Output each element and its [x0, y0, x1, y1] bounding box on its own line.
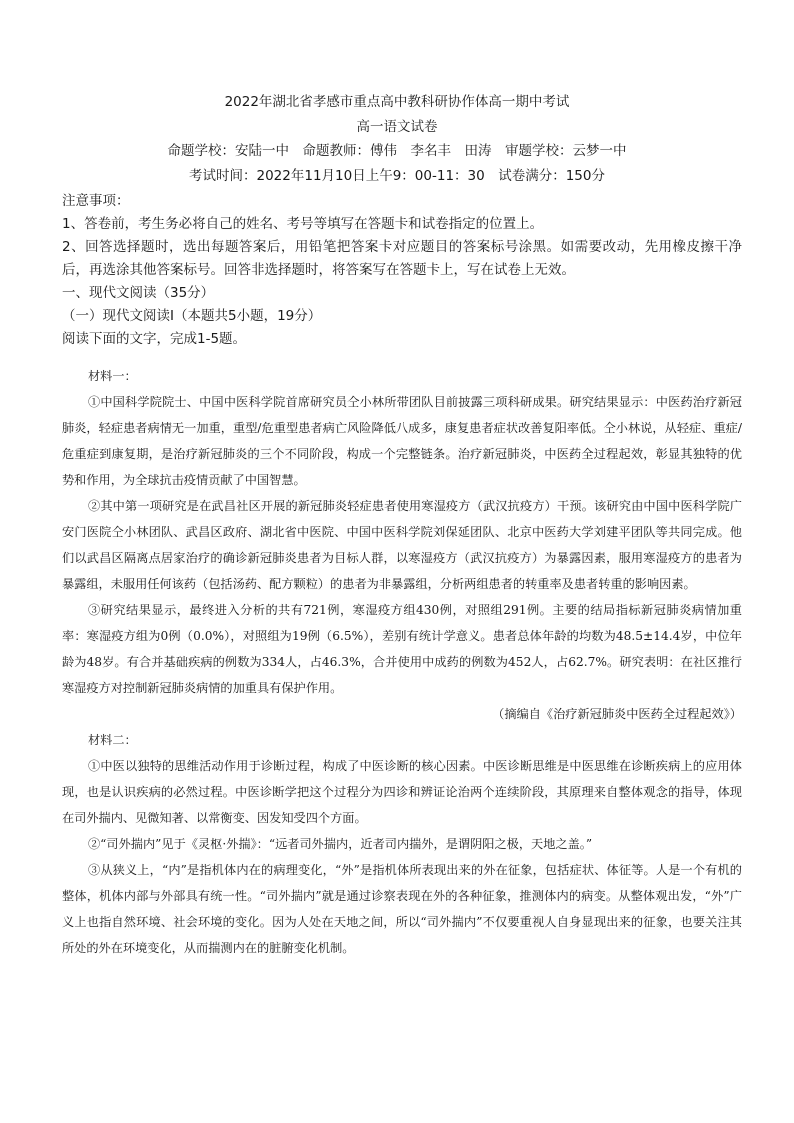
- material-2-label: 材料二：: [88, 733, 137, 747]
- material-2-paragraph-2: ②“司外揣内”见于《灵枢·外揣》：“远者司外揣内，近者司内揣外，是谓阴阳之极，天地之盖。”: [88, 837, 593, 851]
- notes-item-2: 2、回答选择题时，选出每题答案后，用铅笔把答案卡对应题目的答案标号涂黑。如需要改动，先用橡皮擦干净后，再选涂其他答案标号。回答非选择题时，将答案写在答题卡上，写在试卷上无效。: [62, 239, 742, 278]
- exam-info: 考试时间：2022年11月10日上午9：00-11：30 试卷满分：150分: [189, 168, 605, 184]
- material-2-paragraph-1: ①中医以独特的思维活动作用于诊断过程，构成了中医诊断的核心因素。中医诊断思维是中医思维在诊断疾病上的应用体现，也是认识疾病的必然过程。中医诊断学把这个过程分为四诊和辨证论治两个连续阶段，其原理来自整体观念的指导，体现在司外揣内、见微知著、以常衡变、因发知受四个方面。: [62, 759, 742, 825]
- material-1-paragraph-3: ③研究结果显示，最终进入分析的共有721例，寒湿疫方组430例，对照组291例。主要的结局指标新冠肺炎病情加重率：寒湿疫方组为0例（0.0%），对照组为19例（6.5%），差别有统计学意义。患者总体年龄的均数为48.5±14.4岁，中位年龄为48岁。有合并基础疾病的例数为334人，占46.3%，合并使用中成药的例数为452人，占62.7%。研究表明：在社区推行寒湿疫方对控制新冠肺炎病情的加重具有保护作用。: [62, 603, 742, 695]
- exam-authors: 命题学校：安陆一中 命题教师：傅伟 李名丰 田涛 审题学校：云梦一中: [167, 143, 627, 159]
- notes-heading: 注意事项：: [62, 193, 130, 209]
- section-instruction: 阅读下面的文字，完成1-5题。: [62, 331, 247, 347]
- section-part-1: 一、现代文阅读（35分）: [62, 285, 215, 301]
- material-1-paragraph-2: ②其中第一项研究是在武昌社区开展的新冠肺炎轻症患者使用寒湿疫方（武汉抗疫方）干预。该研究由中国中医科学院广安门医院仝小林团队、武昌区政府、湖北省中医院、中国中医科学院刘保延团队、北京中医药大学刘建平团队等共同完成。他们以武昌区隔离点居家治疗的确诊新冠肺炎患者为目标人群，以寒湿疫方（武汉抗疫方）为暴露因素，服用寒湿疫方的患者为暴露组，未服用任何该药（包括汤药、配方颗粒）的患者为非暴露组，分析两组患者的转重率及患者转重的影响因素。: [62, 499, 742, 591]
- notes-item-1: 1、答卷前，考生务必将自己的姓名、考号等填写在答题卡和试卷指定的位置上。: [62, 216, 544, 232]
- exam-title: 2022年湖北省孝感市重点高中教科研协作体高一期中考试: [224, 94, 570, 110]
- material-1-label: 材料一：: [88, 369, 137, 383]
- section-sub-1: （一）现代文阅读Ⅰ（本题共5小题，19分）: [62, 308, 322, 324]
- reading-passage: [62, 363, 742, 961]
- material-1-paragraph-1: ①中国科学院院士、中国中医科学院首席研究员仝小林所带团队目前披露三项科研成果。研究结果显示：中医药治疗新冠肺炎，轻症患者病情无一加重，重型/危重型患者病亡风险降低八成多，康复患者症状改善复阳率低。仝小林说，从轻症、重症/危重症到康复期，是治疗新冠肺炎的三个不同阶段，构成一个完整链条。治疗新冠肺炎，中医药全过程起效，彰显其独特的优势和作用，为全球抗击疫情贡献了中国智慧。: [62, 395, 742, 487]
- notes-block: [62, 190, 742, 351]
- material-1-source: （摘编自《治疗新冠肺炎中医药全过程起效》）: [492, 707, 742, 721]
- exam-subject: 高一语文试卷: [356, 119, 438, 135]
- material-2-paragraph-3: ③从狭义上，“内”是指机体内在的病理变化，“外”是指机体所表现出来的外在征象，包括症状、体征等。人是一个有机的整体，机体内部与外部具有统一性。“司外揣内”就是通过诊察表现在外的各种征象，推测体内的病变。从整体观出发，“外”广义上也指自然环境、社会环境的变化。因为人处在天地之间，所以“司外揣内”不仅要重视人自身显现出来的征象，也要关注其所处的外在环境变化，从而揣测内在的脏腑变化机制。: [62, 863, 742, 955]
